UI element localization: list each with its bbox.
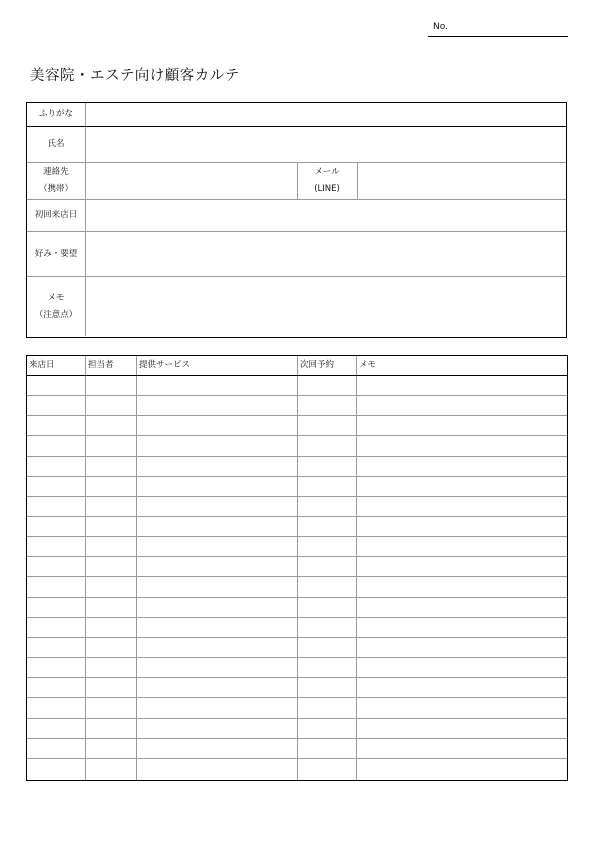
name-row [27, 127, 566, 163]
column-header-next-appointment: 次回予約 [300, 360, 335, 370]
column-header-service: 提供サービス [139, 360, 191, 370]
table-row[interactable] [27, 477, 567, 497]
phone-field[interactable] [86, 163, 297, 199]
furigana-label [27, 103, 86, 126]
table-row[interactable] [27, 537, 567, 557]
table-row[interactable] [27, 376, 567, 396]
memo-label-line2: （注意点） [34, 309, 78, 320]
first-visit-label [27, 200, 86, 231]
table-row[interactable] [27, 678, 567, 698]
table-row[interactable] [27, 598, 567, 618]
memo-field[interactable] [86, 277, 566, 336]
contact-label-line2: （携帯） [38, 184, 73, 194]
table-row[interactable] [27, 557, 567, 577]
table-row[interactable] [27, 618, 567, 638]
contact-label [27, 163, 86, 199]
email-label-line1: メール [314, 167, 340, 177]
preferences-label [27, 232, 86, 276]
preferences-row [27, 232, 566, 277]
number-label: No. [433, 22, 448, 32]
table-row[interactable] [27, 457, 567, 477]
name-field[interactable] [86, 127, 566, 162]
first-visit-label-text: 初回来店日 [34, 210, 78, 220]
furigana-field[interactable] [86, 103, 566, 126]
page-title: 美容院・エステ向け顧客カルテ [30, 68, 240, 84]
furigana-row [27, 103, 566, 127]
customer-info-form [26, 102, 567, 338]
table-row[interactable] [27, 658, 567, 678]
first-visit-row [27, 200, 566, 232]
table-row[interactable] [27, 698, 567, 718]
table-row[interactable] [27, 497, 567, 517]
table-header [27, 356, 567, 376]
table-row[interactable] [27, 638, 567, 658]
email-label [297, 163, 357, 199]
furigana-label-text: ふりがな [38, 109, 73, 119]
number-field[interactable] [428, 21, 568, 37]
table-row[interactable] [27, 517, 567, 537]
name-label-text: 氏名 [47, 139, 65, 149]
contact-label-line1: 連絡先 [43, 167, 69, 177]
table-row[interactable] [27, 436, 567, 456]
memo-row [27, 277, 566, 336]
contact-row [27, 163, 566, 200]
table-row[interactable] [27, 578, 567, 598]
name-label [27, 127, 86, 162]
table-row[interactable] [27, 719, 567, 739]
column-header-memo: メモ [359, 360, 377, 370]
first-visit-field[interactable] [86, 200, 566, 231]
preferences-label-text: 好み・要望 [34, 248, 78, 259]
email-label-line2: (LINE) [314, 184, 340, 194]
visit-history-table [26, 355, 568, 781]
column-header-visit-date: 来店日 [29, 360, 55, 370]
memo-label [27, 277, 86, 336]
table-row[interactable] [27, 739, 567, 759]
table-row[interactable] [27, 396, 567, 416]
preferences-field[interactable] [86, 232, 566, 276]
table-row[interactable] [27, 416, 567, 436]
email-field[interactable] [357, 163, 566, 199]
table-row[interactable] [27, 759, 567, 779]
column-header-staff: 担当者 [88, 360, 114, 370]
memo-label-line1: メモ [47, 292, 65, 303]
